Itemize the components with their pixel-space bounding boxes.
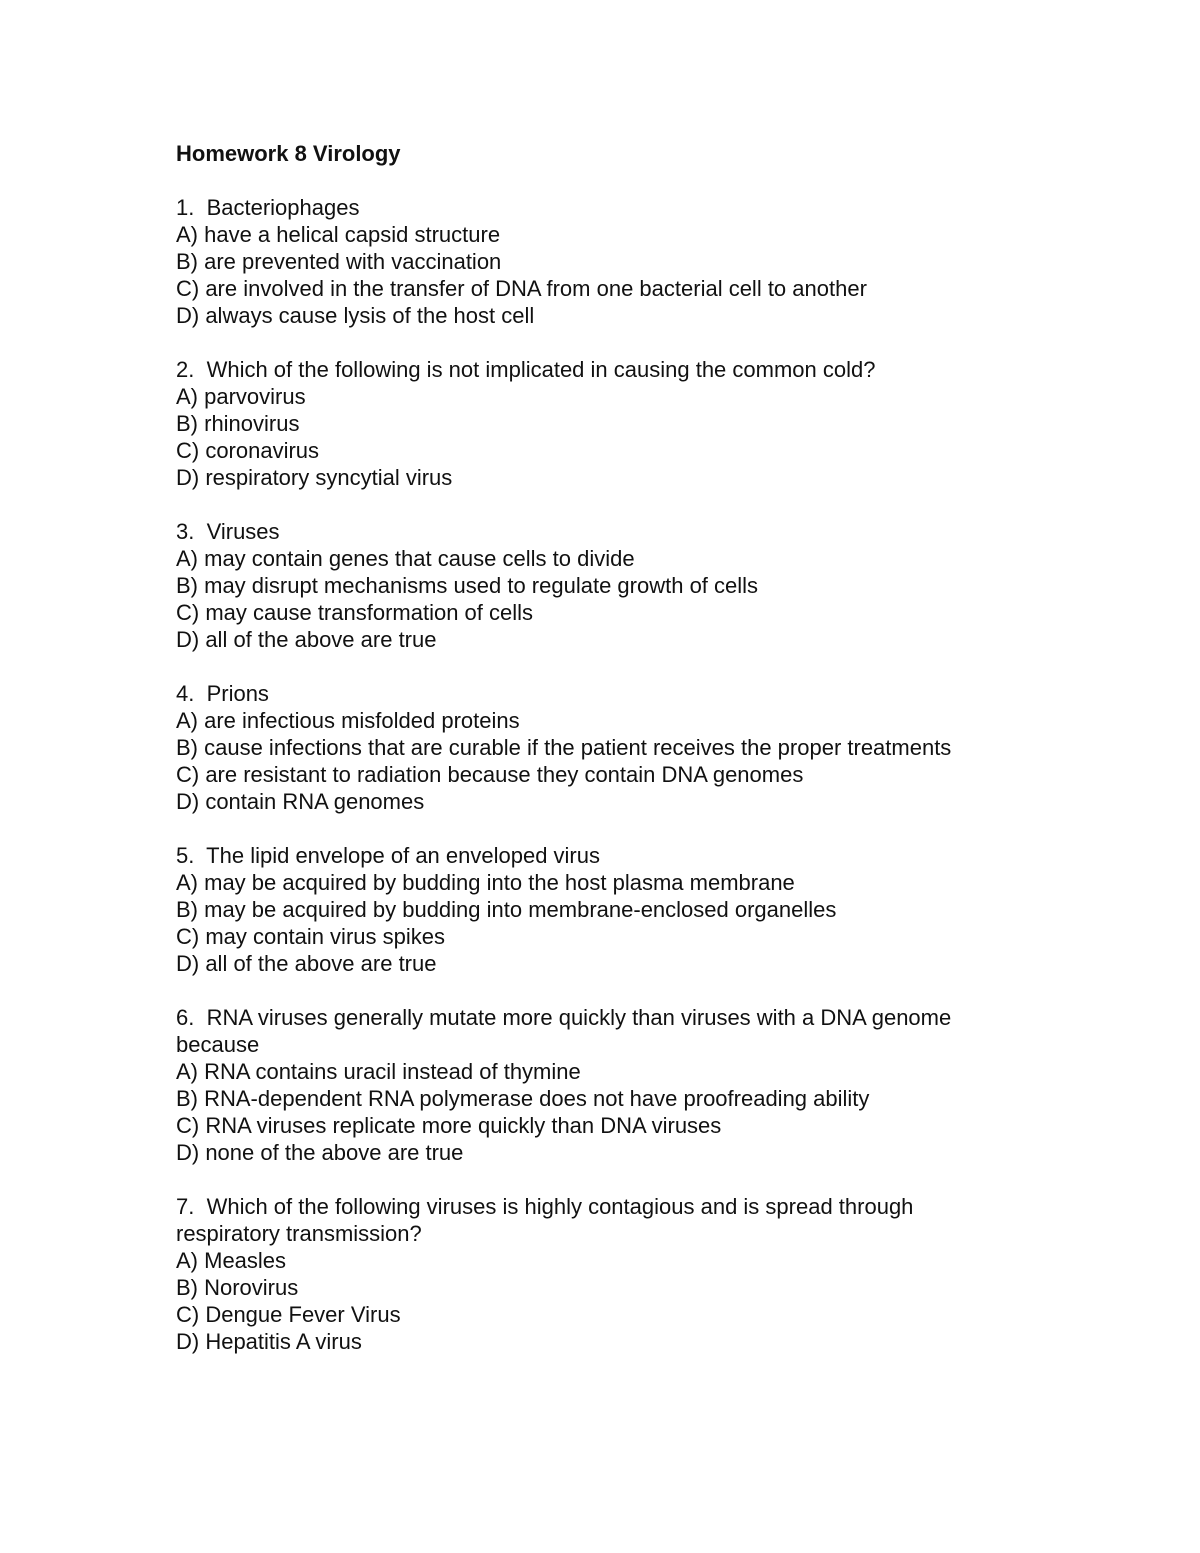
question-7 [176,1193,1136,1355]
answer-option-c: C) are involved in the transfer of DNA from one bacterial cell to another [176,276,867,301]
question-4 [176,680,1136,815]
question-2 [176,356,1136,491]
answer-option-d: D) contain RNA genomes [176,789,425,814]
question-prompt: 6. RNA viruses generally mutate more quickly than viruses with a DNA genome [176,1005,952,1030]
answer-option-d: D) respiratory syncytial virus [176,465,453,490]
answer-option-a: A) RNA contains uracil instead of thymine [176,1059,581,1084]
answer-option-a: A) may be acquired by budding into the host plasma membrane [176,870,795,895]
answer-option-c: C) may cause transformation of cells [176,600,534,625]
question-3 [176,518,1136,653]
answer-option-c: C) Dengue Fever Virus [176,1302,401,1327]
answer-option-b: B) RNA-dependent RNA polymerase does not have proofreading ability [176,1086,870,1111]
answer-option-b: B) may be acquired by budding into membrane-enclosed organelles [176,897,837,922]
answer-option-c: C) RNA viruses replicate more quickly than DNA viruses [176,1113,722,1138]
answer-option-c: C) may contain virus spikes [176,924,445,949]
question-6 [176,1004,1136,1166]
question-prompt: 2. Which of the following is not implicated in causing the common cold? [176,357,876,382]
answer-option-d: D) always cause lysis of the host cell [176,303,535,328]
question-prompt: 1. Bacteriophages [176,195,360,220]
answer-option-c: C) coronavirus [176,438,320,463]
answer-option-d: D) none of the above are true [176,1140,464,1165]
question-1 [176,194,1136,329]
document-page [176,140,1136,1382]
answer-option-c: C) are resistant to radiation because they contain DNA genomes [176,762,804,787]
answer-option-d: D) all of the above are true [176,951,437,976]
question-prompt: 7. Which of the following viruses is highly contagious and is spread through [176,1194,914,1219]
question-prompt: 3. Viruses [176,519,280,544]
answer-option-a: A) may contain genes that cause cells to divide [176,546,635,571]
answer-option-a: A) are infectious misfolded proteins [176,708,520,733]
answer-option-d: D) Hepatitis A virus [176,1329,362,1354]
question-prompt-continued: because [176,1032,260,1057]
question-prompt: 4. Prions [176,681,269,706]
answer-option-b: B) may disrupt mechanisms used to regulate growth of cells [176,573,759,598]
answer-option-a: A) Measles [176,1248,287,1273]
question-prompt-continued: respiratory transmission? [176,1221,422,1246]
answer-option-b: B) are prevented with vaccination [176,249,502,274]
answer-option-d: D) all of the above are true [176,627,437,652]
answer-option-b: B) Norovirus [176,1275,299,1300]
question-prompt: 5. The lipid envelope of an enveloped virus [176,843,600,868]
question-5 [176,842,1136,977]
answer-option-b: B) cause infections that are curable if the patient receives the proper treatments [176,735,952,760]
answer-option-a: A) parvovirus [176,384,306,409]
page-title: Homework 8 Virology [176,141,401,166]
answer-option-a: A) have a helical capsid structure [176,222,501,247]
answer-option-b: B) rhinovirus [176,411,300,436]
